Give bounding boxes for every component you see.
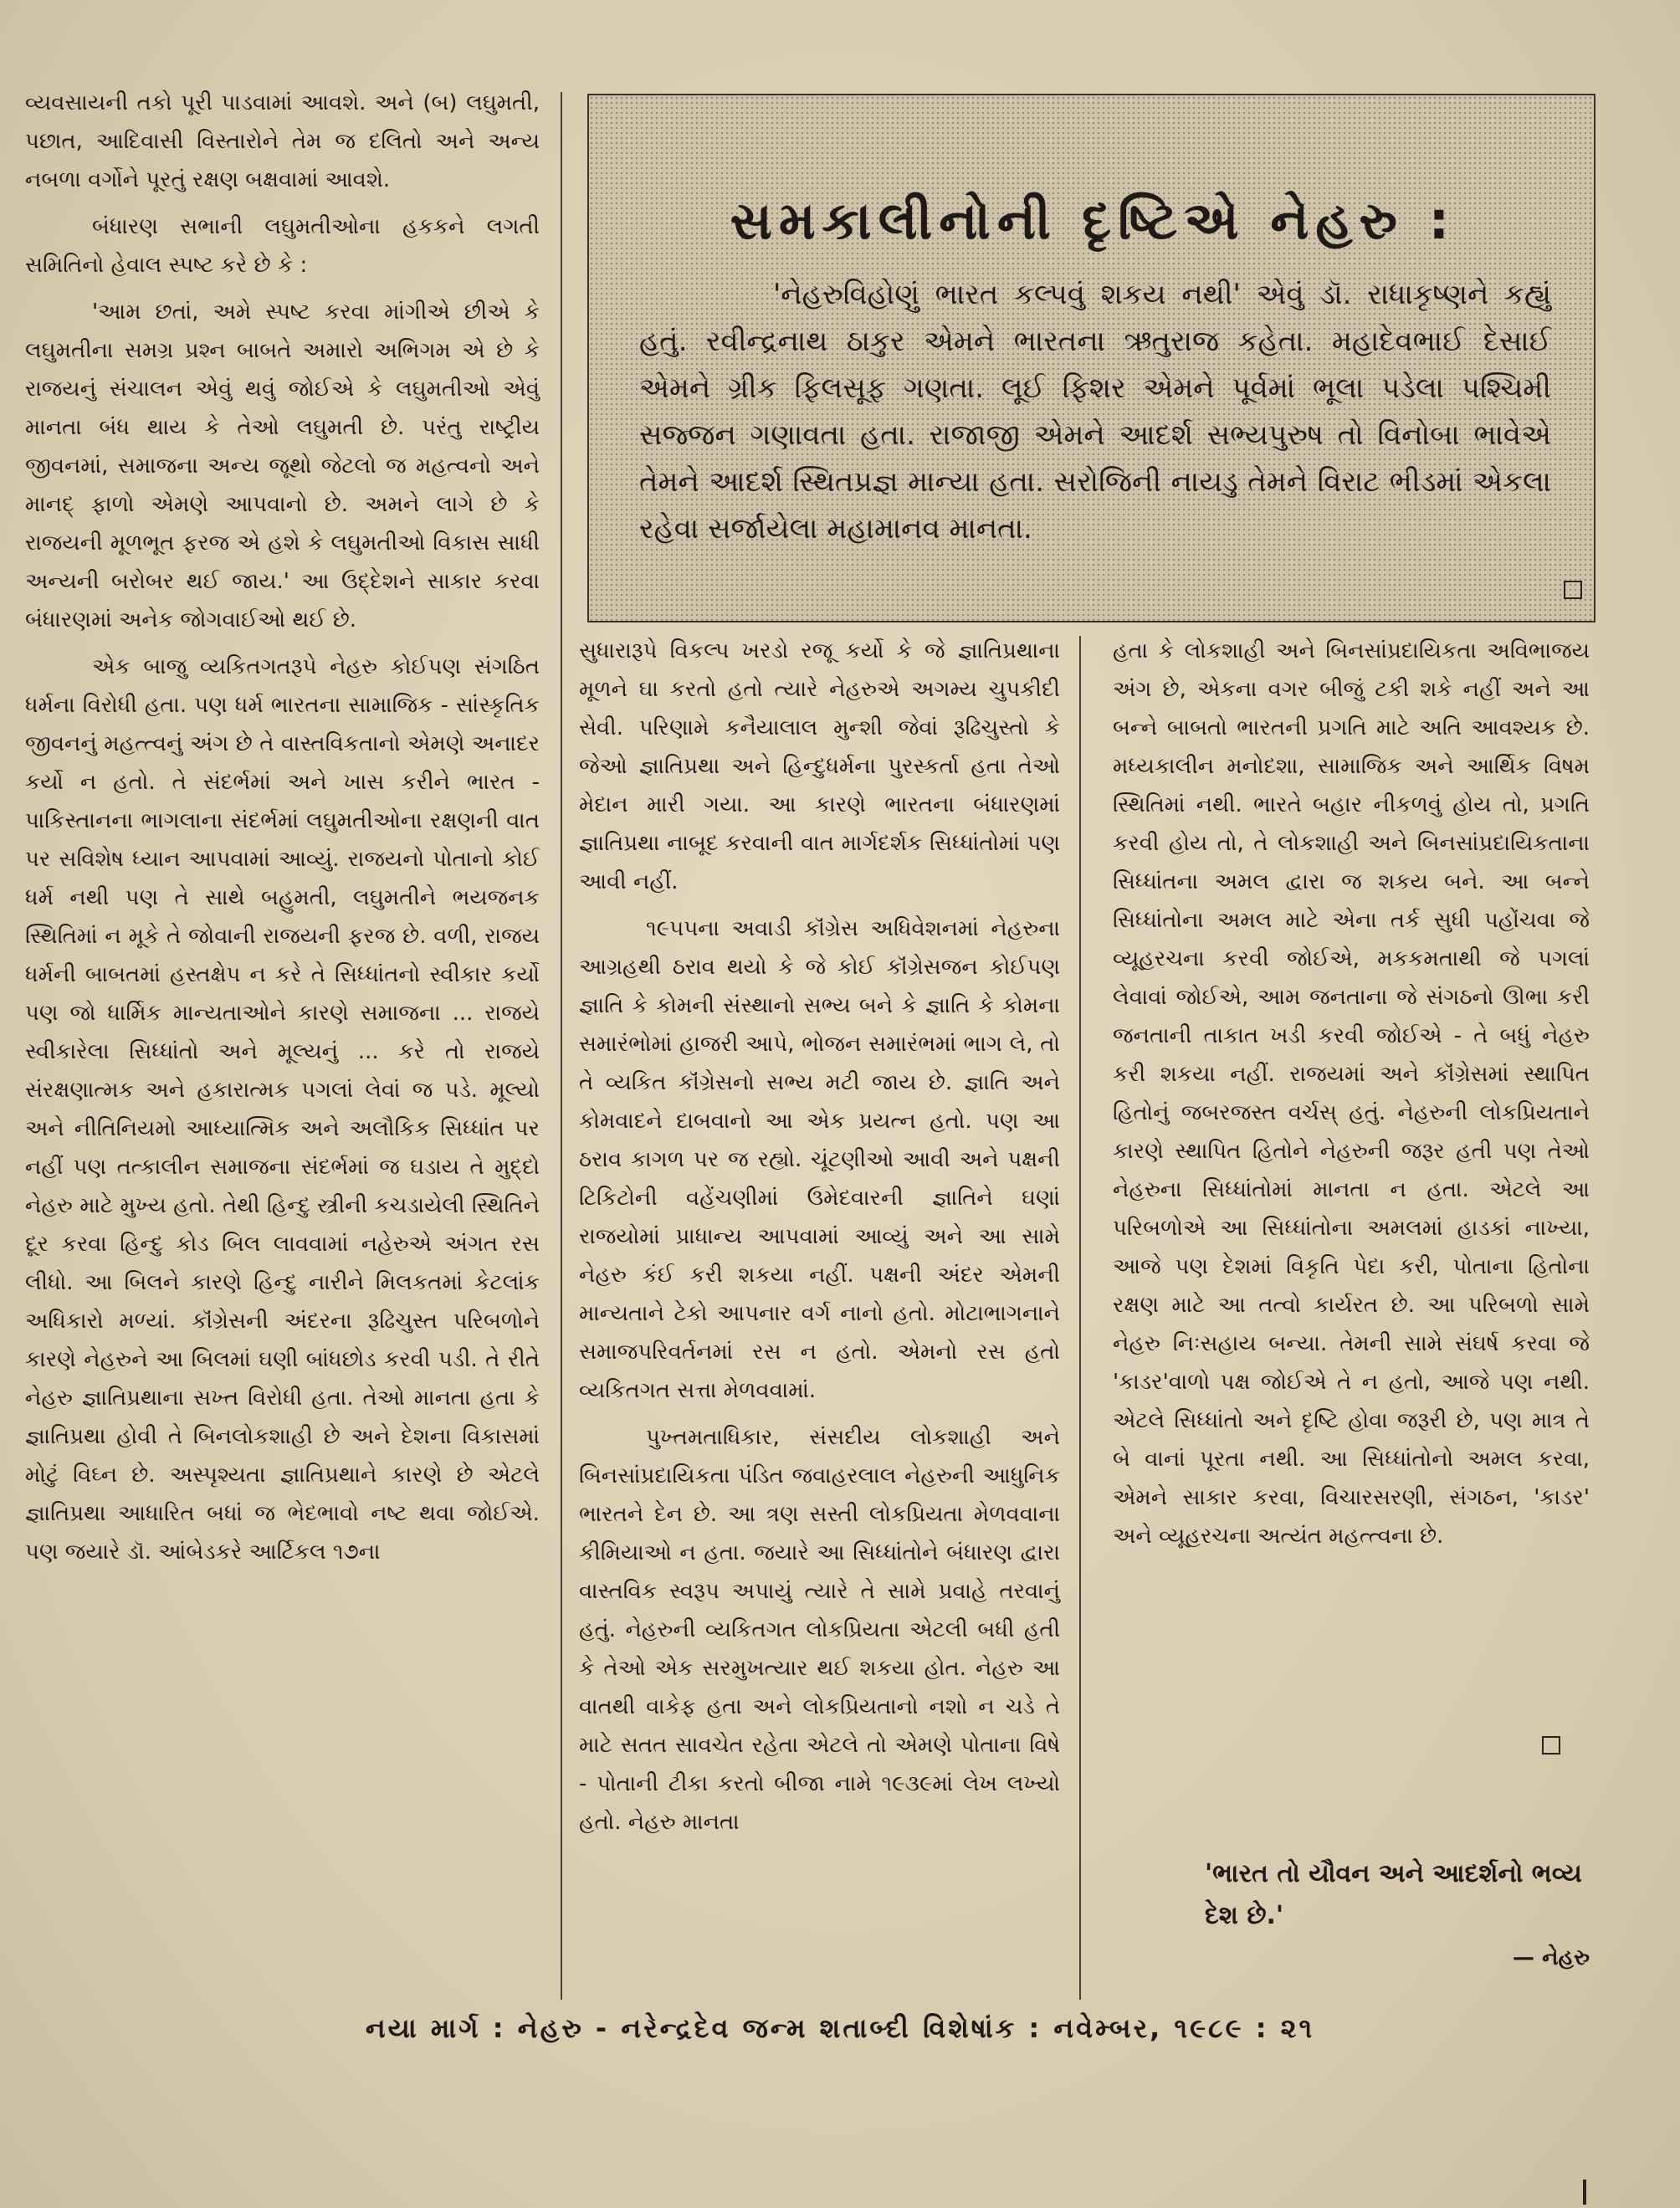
paragraph: એક બાજુ વ્યકિતગતરૂપે નેહરુ કોઈપણ સંગઠિત ધર્મના વિરોધી હતા. પણ ધર્મ ભારતના સામાજિક - સાંસ્કૃતિક જીવનનું મહત્ત્વનું અંગ છે તે વાસ્તવિકતાનો એમણે અનાદર કર્યો ન હતો. તે સંદર્ભમાં અને ખાસ કરીને ભારત - પાકિસ્તાનના ભાગલાના સંદર્ભમાં લઘુમતીઓના રક્ષણની વાત પર સવિશેષ ધ્યાન આપવામાં આવ્યું. રાજયનો પોતાનો કોઈ ધર્મ નથી પણ તે સાથે બહુમતી, લઘુમતીને ભયજનક સ્થિતિમાં ન મૂકે તે જોવાની રાજયની ફરજ છે. વળી, રાજય ધર્મની બાબતમાં હસ્તક્ષેપ ન કરે તે સિધ્ધાંતનો સ્વીકાર કર્યો પણ જો ધાર્મિક માન્યતાઓને કારણે સમાજના ... રાજયે સ્વીકારેલા સિધ્ધાંતો અને મૂલ્યનું ... કરે તો રાજયે સંરક્ષણાત્મક અને હકારાત્મક પગલાં લેવાં જ પડે. મૂલ્યો અને નીતિનિયમો આધ્યાત્મિક અને અલૌકિક સિધ્ધાંત પર નહીં પણ તત્કાલીન સમાજના સંદર્ભમાં જ ઘડાય તે મુદ્દો નેહરુ માટે મુખ્ય હતો. તેથી હિન્દુ સ્ત્રીની કચડાયેલી સ્થિતિને દૂર કરવા હિન્દુ કોડ બિલ લાવવામાં નહેરુએ અંગત રસ લીધો. આ બિલને કારણે હિન્દુ નારીને મિલકતમાં કેટલાંક અધિકારો મળ્યાં. કૉંગ્રેસની અંદરના રૂઢિચુસ્ત પરિબળોને કારણે નેહરુને આ બિલમાં ઘણી બાંધછોડ કરવી પડી. તે રીતે નેહરુ જ્ઞાતિપ્રથાના સખ્ત વિરોધી હતા. તેઓ માનતા હતા કે જ્ઞાતિપ્રથા હોવી તે બિનલોકશાહી છે અને દેશના વિકાસમાં મોટું વિઘ્ન છે. અસ્પૃશ્યતા જ્ઞાતિપ્રથાને કારણે છે એટલે જ્ઞાતિપ્રથા આધારિત બધાં જ ભેદભાવો નષ્ટ થવા જોઈએ. પણ જયારે ડૉ. આંબેડકરે આર્ટિકલ ૧૭ના xyxy=(25,654,540,1565)
right-column xyxy=(1113,632,1590,1564)
boxed-section xyxy=(587,94,1595,622)
left-column xyxy=(25,84,540,1580)
middle-column xyxy=(579,632,1060,1850)
end-mark-icon xyxy=(1542,1736,1560,1755)
paragraph: પુખ્તમતાધિકાર, સંસદીય લોકશાહી અને બિનસાંપ્રદાયિકતા પંડિત જવાહરલાલ નેહરુની આધુનિક ભારતને દેન છે. આ ત્રણ સસ્તી લોકપ્રિયતા મેળવવાના કીમિયાઓ ન હતા. જયારે આ સિધ્ધાંતોને બંધારણ દ્વારા વાસ્તવિક સ્વરૂપ અપાયું ત્યારે તે સામે પ્રવાહે તરવાનું હતું. નેહરુની વ્યકિતગત લોકપ્રિયતા એટલી બધી હતી કે તેઓ એક સરમુખત્યાર થઈ શકયા હોત. નેહરુ આ વાતથી વાકેફ હતા અને લોકપ્રિયતાનો નશો ન ચડે તે માટે સતત સાવચેત રહેતા એટલે તો એમણે પોતાના વિષે - પોતાની ટીકા કરતો બીજા નામે ૧૯૩૯માં લેખ લખ્યો હતો. નેહરુ માનતા xyxy=(579,1425,1060,1835)
paragraph: ૧૯૫૫ના અવાડી કૉંગ્રેસ અધિવેશનમાં નેહરુના આગ્રહથી ઠરાવ થયો કે જે કોઈ કૉંગ્રેસજન કોઈપણ જ્ઞાતિ કે કોમની સંસ્થાનો સભ્ય બને કે જ્ઞાતિ કે કોમના સમારંભોમાં હાજરી આપે, ભોજન સમારંભમાં ભાગ લે, તો તે વ્યકિત કૉંગ્રેસનો સભ્ય મટી જાય છે. જ્ઞાતિ અને કોમવાદને દાબવાનો આ એક પ્રયત્ન હતો. પણ આ ઠરાવ કાગળ પર જ રહ્યો. ચૂંટણીઓ આવી અને પક્ષની ટિકિટોની વહેંચણીમાં ઉમેદવારની જ્ઞાતિને ઘણાં રાજયોમાં પ્રાધાન્ય આપવામાં આવ્યું અને આ સામે નેહરુ કંઈ કરી શકયા નહીં. પક્ષની અંદર એમની માન્યતાને ટેકો આપનાર વર્ગ નાનો હતો. મોટાભાગનાને સમાજપરિવર્તનમાં રસ ન હતો. એમનો રસ હતો વ્યકિતગત સત્તા મેળવવામાં. xyxy=(579,916,1060,1403)
column-divider xyxy=(561,92,562,2000)
paragraph: વ્યવસાયની તકો પૂરી પાડવામાં આવશે. અને (બ) લઘુમતી, પછાત, આદિવાસી વિસ્તારોને તેમ જ દલિતો અને અન્ય નબળા વર્ગોને પૂરતું રક્ષણ બક્ષવામાં આવશે. xyxy=(25,90,540,192)
paragraph: બંધારણ સભાની લઘુમતીઓના હકકને લગતી સમિતિનો હેવાલ સ્પષ્ટ કરે છે કે : xyxy=(25,214,540,278)
box-title: સમકાલીનોની દૃષ્ટિએ નેહરુ : xyxy=(730,190,1457,251)
paragraph: સુધારારૂપે વિકલ્પ ખરડો રજૂ કર્યો કે જે જ્ઞાતિપ્રથાના મૂળને ઘા કરતો હતો ત્યારે નેહરુએ અગમ્ય ચુપકીદી સેવી. પરિણામે કનૈયાલાલ મુન્શી જેવાં રૂઢિચુસ્તો કે જેઓ જ્ઞાતિપ્રથા અને હિન્દુધર્મના પુરસ્કર્તા હતા તેઓ મેદાન મારી ગયા. આ કારણે ભારતના બંધારણમાં જ્ઞાતિપ્રથા નાબૂદ કરવાની વાત માર્ગદર્શક સિધ્ધાંતોમાં પણ આવી નહીં. xyxy=(579,638,1060,894)
pull-quote: 'ભારત તો યૌવન અને આદર્શનો ભવ્ય દેશ છે.' xyxy=(1205,1859,1582,1930)
margin-mark xyxy=(1583,2180,1586,2205)
quote-attribution: — નેહરુ xyxy=(1513,1945,1590,1970)
paragraph: હતા કે લોકશાહી અને બિનસાંપ્રદાયિકતા અવિભાજય અંગ છે, એકના વગર બીજું ટકી શકે નહીં અને આ બન્ને બાબતો ભારતની પ્રગતિ માટે અતિ આવશ્યક છે. મધ્યકાલીન મનોદશા, સામાજિક અને આર્થિક વિષમ સ્થિતિમાં નથી. ભારતે બહાર નીકળવું હોય તો, પ્રગતિ કરવી હોય તો, તે લોકશાહી અને બિનસાંપ્રદાયિકતાના સિધ્ધાંતના અમલ દ્વારા જ શકય બને. આ બન્ને સિધ્ધાંતોના અમલ માટે એના તર્ક સુધી પહોંચવા જે વ્યૂહરચના કરવી જોઈએ, મકકમતાથી જે પગલાં લેવાવાં જોઈએ, આમ જનતાના જે સંગઠનો ઊભા કરી જનતાની તાકાત ખડી કરવી જોઈએ - તે બધું નેહરુ કરી શકયા નહીં. રાજયમાં અને કૉંગ્રેસમાં સ્થાપિત હિતોનું જબરજસ્ત વર્ચસ્ હતું. નેહરુની લોકપ્રિયતાને કારણે સ્થાપિત હિતોને નેહરુની જરૂર હતી પણ તેઓ નેહરુના સિધ્ધાંતોમાં માનતા ન હતા. એટલે આ પરિબળોએ આ સિધ્ધાંતોના અમલમાં હાડકાં નાખ્યા, આજે પણ દેશમાં વિકૃતિ પેદા કરી, પોતાના હિતોના રક્ષણ માટે આ તત્વો કાર્યરત છે. આ પરિબળો સામે નેહરુ નિઃસહાય બન્યા. તેમની સામે સંઘર્ષ કરવા જે 'કાડર'વાળો પક્ષ જોઈએ તે ન હતો, આજે પણ નથી. એટલે સિધ્ધાંતો અને દૃષ્ટિ હોવા જરૂરી છે, પણ માત્ર તે બે વાનાં પૂરતા નથી. આ સિધ્ધાંતોનો અમલ કરવા, એમને સાકાર કરવા, વિચારસરણી, સંગઠન, 'કાડર' અને વ્યૂહરચના અત્યંત મહત્ત્વના છે. xyxy=(1113,638,1590,1549)
box-paragraph: 'નેહરુવિહોણું ભારત કલ્પવું શકય નથી' એવું ડૉ. રાધાકૃષ્ણને કહ્યું હતું. રવીન્દ્રનાથ ઠાકુર એમને ભારતના ઋતુરાજ કહેતા. મહાદેવભાઈ દેસાઈ એમને ગ્રીક ફિલસૂફ ગણતા. લૂઈ ફિશર એમને પૂર્વમાં ભૂલા પડેલા પશ્ચિમી સજ્જન ગણાવતા હતા. રાજાજી એમને આદર્શ સભ્યપુરુષ તો વિનોબા ભાવેએ તેમને આદર્શ સ્થિતપ્રજ્ઞ માન્યા હતા. સરોજિની નાયડુ તેમને વિરાટ ભીડમાં એકલા રહેવા સર્જાયેલા મહામાનવ માનતા. xyxy=(639,278,1551,546)
page-footer: નયા માર્ગ : નેહરુ - નરેન્દ્રદેવ જન્મ શતાબ્દી વિશેષાંક : નવેમ્બર, ૧૯૮૯ : ૨૧ xyxy=(365,2012,1315,2044)
box-body xyxy=(639,271,1551,552)
paragraph: 'આમ છતાં, અમે સ્પષ્ટ કરવા માંગીએ છીએ કે લઘુમતીના સમગ્ર પ્રશ્ન બાબતે અમારો અભિગમ એ છે કે રાજયનું સંચાલન એવું થવું જોઈએ કે લઘુમતીઓ એવું માનતા બંધ થાય કે તેઓ લઘુમતી છે. પરંતુ રાષ્ટ્રીય જીવનમાં, સમાજના અન્ય જૂથો જેટલો જ મહત્વનો અને માનદ્ ફાળો એમણે આપવાનો છે. અમને લાગે છે કે રાજયની મૂળભૂત ફરજ એ હશે કે લઘુમતીઓ વિકાસ સાધી અન્યની બરોબર થઈ જાય.' આ ઉદ્દેશને સાકાર કરવા બંધારણમાં અનેક જોગવાઈઓ થઈ છે. xyxy=(25,300,540,633)
end-mark-icon xyxy=(1564,581,1582,599)
column-divider xyxy=(1079,636,1081,2000)
